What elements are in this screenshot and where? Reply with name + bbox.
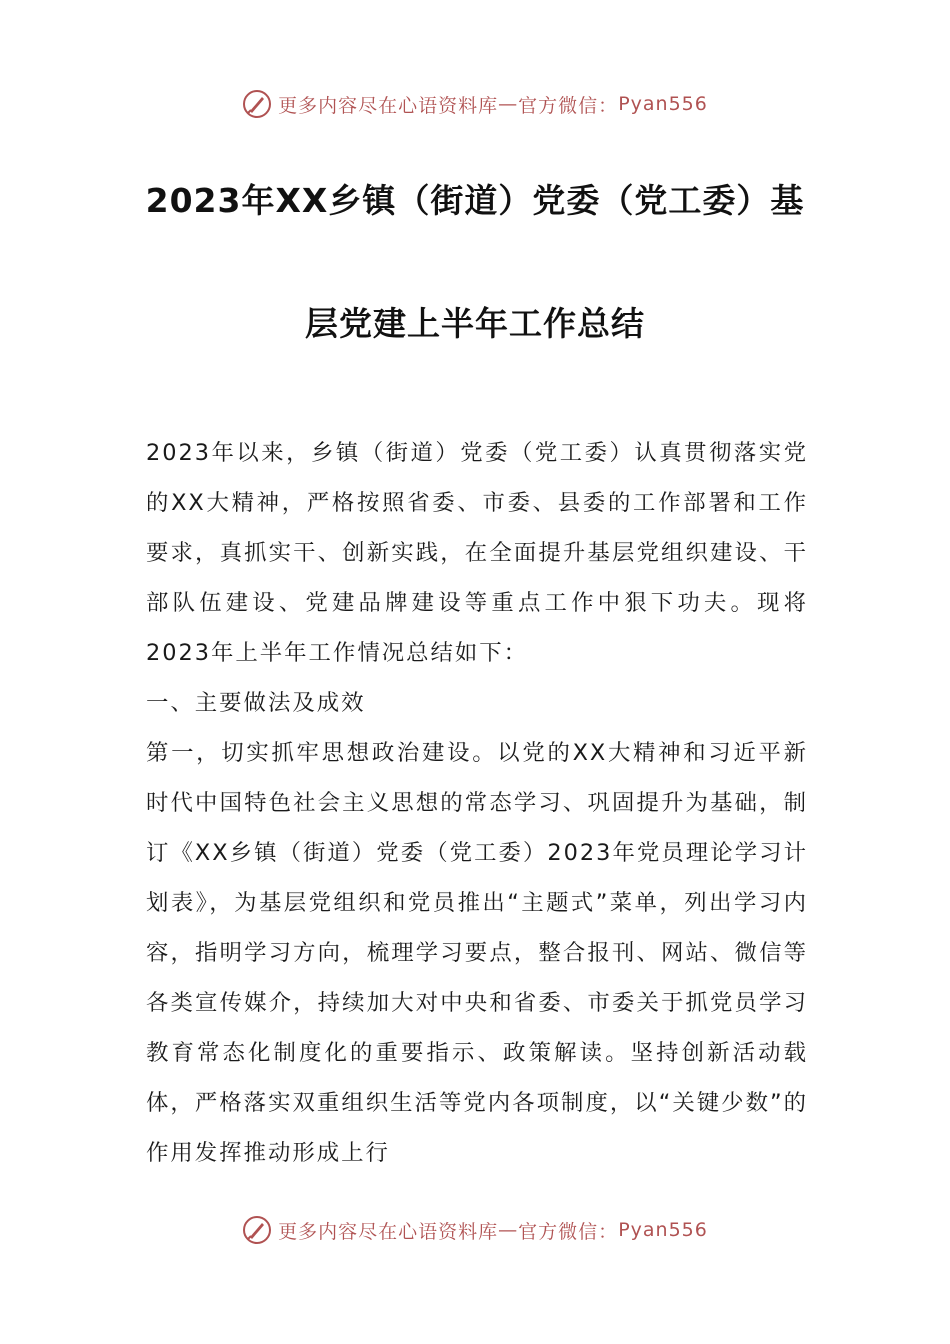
header-watermark	[0, 84, 950, 124]
section-paragraph-1: 第一，切实抓牢思想政治建设。以党的XX大精神和习近平新时代中国特色社会主义思想的常态学习、巩固提升为基础，制订《XX乡镇（街道）党委（党工委）2023年党员理论学习计划表》，为基层党组织和党员推出“主题式”菜单，列出学习内容，指明学习方向，梳理学习要点，整合报刊、网站、微信等各类宣传媒介，持续加大对中央和省委、市委关于抓党员学习教育常态化制度化的重要指示、政策解读。坚持创新活动载体，严格落实双重组织生活等党内各项制度，以“关键少数”的作用发挥推动形成上行	[146, 740, 808, 1166]
watermark-text: 更多内容尽在心语资料库	[278, 1220, 499, 1243]
watermark-official: 官方微信：	[518, 1220, 619, 1243]
watermark-separator: —	[498, 1219, 519, 1241]
intro-paragraph: 2023年以来，乡镇（街道）党委（党工委）认真贯彻落实党的XX大精神，严格按照省委、市委、县委的工作部署和工作要求，真抓实干、创新实践，在全面提升基层党组织建设、干部队伍建设、党建品牌建设等重点工作中狠下功夫。现将2023年上半年工作情况总结如下：	[146, 440, 808, 666]
watermark-wechat-id: Pyan556	[618, 1219, 708, 1241]
document-title-line-1: 2023年XX乡镇（街道）党委（党工委）基	[145, 181, 805, 220]
watermark-wechat-id: Pyan556	[618, 93, 708, 115]
document-title-line-2: 层党建上半年工作总结	[305, 304, 645, 343]
watermark-separator: —	[498, 93, 519, 115]
watermark-text: 更多内容尽在心语资料库	[278, 94, 499, 117]
footer-watermark	[0, 1210, 950, 1250]
watermark-official: 官方微信：	[518, 94, 619, 117]
quill-logo-icon	[242, 89, 272, 119]
quill-logo-icon	[242, 1215, 272, 1245]
section-heading: 一、主要做法及成效	[146, 690, 366, 716]
document-body	[146, 428, 808, 1178]
